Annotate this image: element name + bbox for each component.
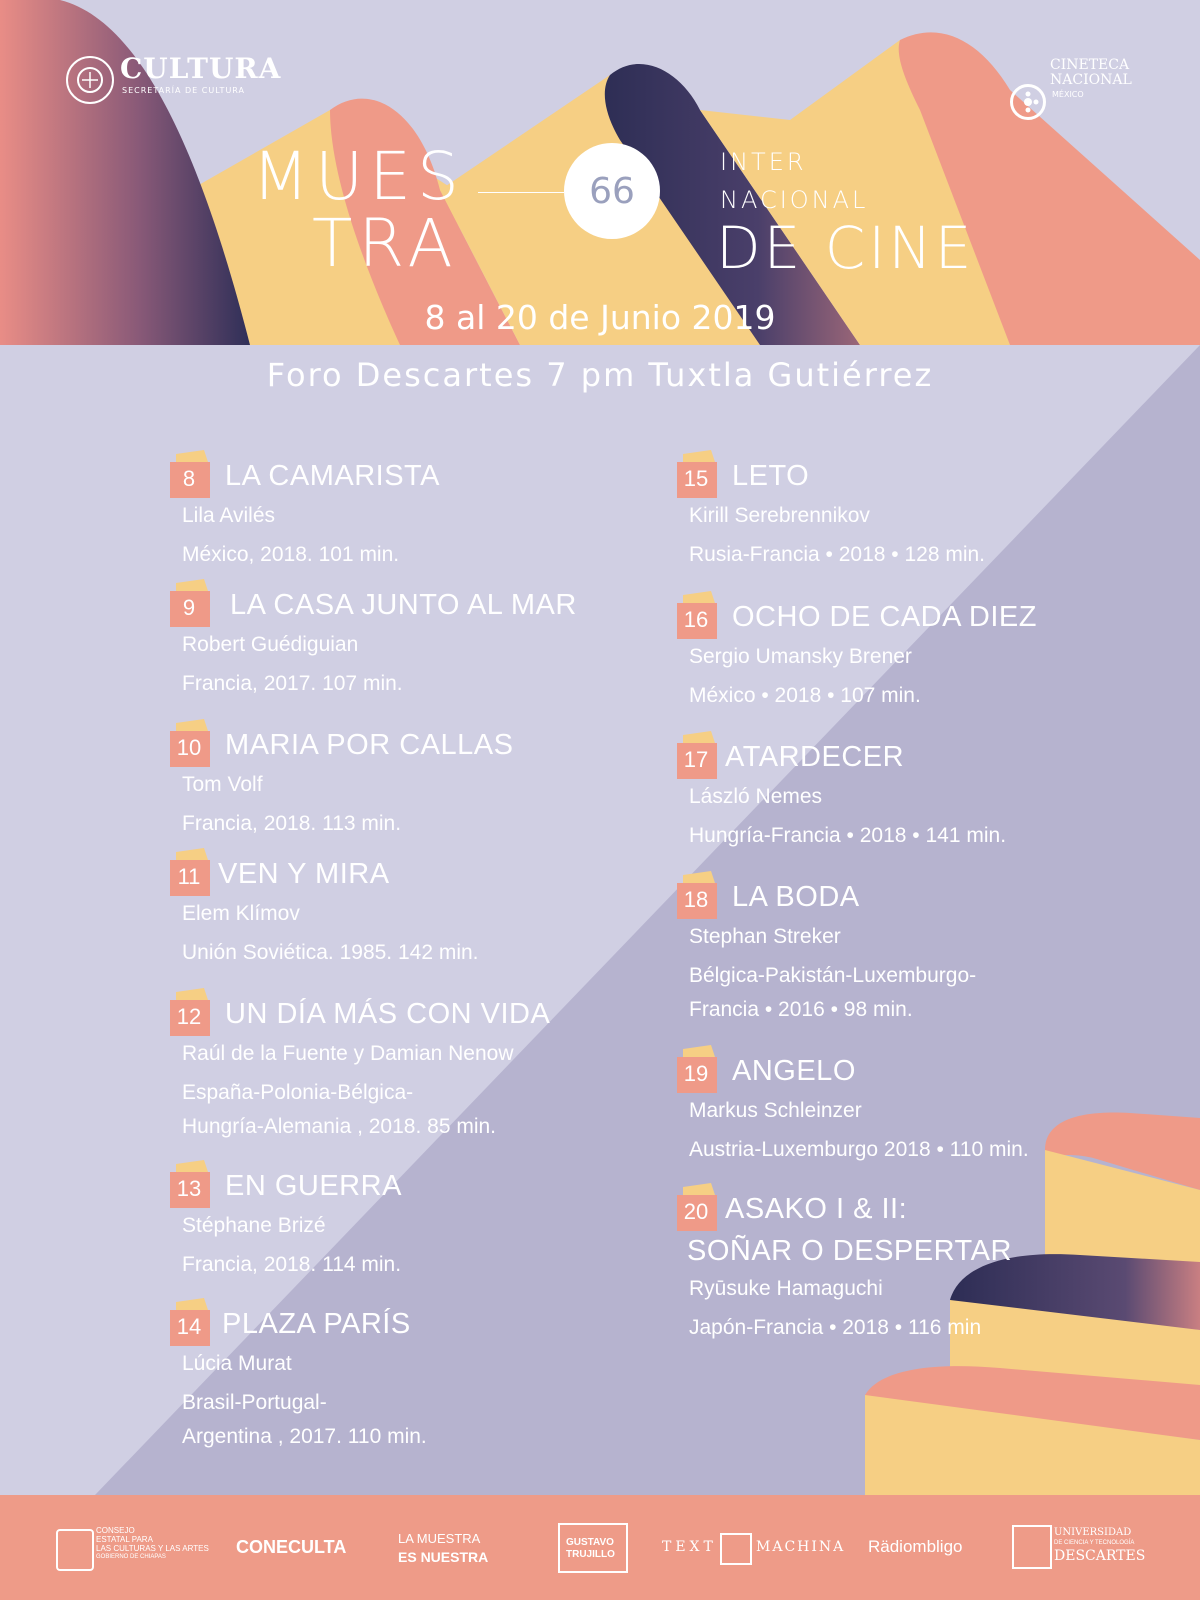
film-details-line: Francia • 2016 • 98 min. [689,998,913,1021]
film-title: ATARDECER [725,741,905,773]
film-details [689,1311,981,1345]
udescartes-line1: UNIVERSIDAD [1054,1527,1132,1538]
film-details-line: Francia, 2018. 114 min. [182,1253,402,1276]
la-muestra-logo-line2: ES NUESTRA [398,1549,489,1565]
film-title: LETO [732,460,810,492]
day-badge [170,1310,212,1346]
film-details [689,959,976,1027]
film-reel-icon [1010,84,1046,120]
day-badge [677,603,719,639]
film-title-line2: SOÑAR O DESPERTAR [687,1235,1012,1267]
coneculta-small-text [96,1526,209,1562]
film-director: Lúcia Murat [182,1352,292,1375]
day-badge [677,883,719,919]
coat-of-arms-icon [66,56,114,104]
title-muestra-line2: TRA [312,205,459,282]
film-details [182,1076,496,1144]
day-number: 16 [683,607,709,632]
film-director: Tom Volf [182,773,263,796]
film-director: Sergio Umansky Brener [689,645,912,668]
title-connector-line [478,192,564,193]
film-title: LA BODA [732,881,860,913]
film-details [689,819,1006,853]
title-muestra-line1: MUES [252,138,465,215]
film-details [182,1248,401,1282]
day-number: 17 [683,747,709,772]
cultura-logo-text: CULTURA [120,52,282,85]
film-director: Robert Guédiguian [182,633,359,656]
film-details-line: Francia, 2017. 107 min. [182,672,403,695]
udescartes-line3: DESCARTES [1054,1548,1146,1564]
film-title: ANGELO [732,1055,856,1087]
festival-dates: 8 al 20 de Junio 2019 [424,298,776,337]
day-badge [170,860,212,896]
text-machina-line1: TEXT [662,1539,717,1555]
film-director: Stephan Streker [689,925,841,948]
day-badge [677,462,719,498]
title-inter: INTER [720,148,807,176]
film-details-line: Francia, 2018. 113 min. [182,812,402,835]
gustavo-trujillo-line1: GUSTAVO [566,1537,614,1548]
film-details-line: Bélgica-Pakistán-Luxemburgo- [689,964,977,987]
film-details [689,538,985,572]
film-details-line: Argentina , 2017. 110 min. [182,1425,427,1448]
day-number: 20 [683,1199,709,1224]
film-details [182,936,479,970]
edition-badge: 66 [564,143,660,239]
film-title: UN DÍA MÁS CON VIDA [225,998,551,1030]
film-title: OCHO DE CADA DIEZ [732,601,1037,633]
film-title: MARIA POR CALLAS [225,729,514,761]
day-badge [677,1195,719,1231]
day-number: 15 [683,466,709,491]
film-details [182,807,401,841]
film-title: EN GUERRA [225,1170,402,1202]
cineteca-logo-line1: CINETECA [1050,57,1130,73]
cineteca-logo-line3: MÉXICO [1052,90,1084,99]
cineteca-logo-line2: NACIONAL [1050,72,1132,88]
day-number: 10 [176,735,202,760]
coneculta-small-line: GOBIERNO DE CHIAPAS [96,1554,166,1560]
film-director: Stéphane Brizé [182,1214,326,1237]
film-details [182,667,403,701]
film-title: LA CASA JUNTO AL MAR [230,589,577,621]
film-details-line: Hungría-Alemania , 2018. 85 min. [182,1115,497,1138]
film-details-line: Austria-Luxemburgo 2018 • 110 min. [689,1138,1029,1161]
film-director: Markus Schleinzer [689,1099,862,1122]
day-number: 8 [182,466,196,491]
gustavo-trujillo-line2: TRUJILLO [566,1549,615,1560]
festival-venue: Foro Descartes 7 pm Tuxtla Gutiérrez [266,356,934,394]
day-number: 14 [176,1314,202,1339]
film-director: Elem Klímov [182,902,300,925]
film-director: Lila Avilés [182,504,276,527]
sponsor-footer [0,1495,1200,1600]
radiombligo-logo: Rädiombligo [868,1537,963,1556]
film-details [689,679,921,713]
film-details [689,1133,1029,1167]
film-details-line: Brasil-Portugal- [182,1391,327,1414]
coneculta-emblem-icon [56,1529,94,1571]
film-details-line: Rusia-Francia • 2018 • 128 min. [689,543,986,566]
film-director: Raúl de la Fuente y Damian Nenow [182,1042,514,1065]
gustavo-trujillo-clapper-icon [558,1523,628,1573]
film-details-line: México • 2018 • 107 min. [689,684,921,707]
coneculta-small-line: CONSEJO [96,1526,135,1535]
text-machina-line2: MACHINA [756,1539,846,1555]
film-details [182,538,399,572]
day-badge [677,1057,719,1093]
film-details-line: Unión Soviética. 1985. 142 min. [182,941,479,964]
day-badge [170,731,212,767]
film-details-line: Hungría-Francia • 2018 • 141 min. [689,824,1007,847]
film-title: LA CAMARISTA [225,460,440,492]
day-badge [170,1000,212,1036]
film-details-line: Japón-Francia • 2018 • 116 min [689,1316,982,1339]
day-badge [677,743,719,779]
day-number: 12 [176,1004,202,1029]
film-director: Ryūsuke Hamaguchi [689,1277,883,1300]
title-de-cine: DE CINE [716,214,975,282]
film-details-line: México, 2018. 101 min. [182,543,400,566]
day-number: 9 [182,595,196,620]
la-muestra-logo-line1: LA MUESTRA [398,1531,481,1546]
university-crest-icon [1012,1525,1052,1569]
day-number: 13 [176,1176,202,1201]
film-title: VEN Y MIRA [218,858,390,890]
film-title: PLAZA PARÍS [222,1308,411,1340]
coneculta-small-line: LAS CULTURAS Y LAS ARTES [96,1544,209,1553]
film-title: ASAKO I & II: [725,1193,908,1225]
day-badge [170,1172,212,1208]
day-badge [170,591,212,627]
typewriter-icon [720,1533,752,1565]
coneculta-small-line: ESTATAL PARA [96,1535,153,1544]
film-details [182,1386,427,1454]
coneculta-logo: CONECULTA [236,1537,347,1557]
film-director: László Nemes [689,785,823,808]
title-nacional: NACIONAL [720,186,869,214]
day-badge [170,462,212,498]
cultura-logo-subtitle: SECRETARÍA DE CULTURA [122,86,246,95]
day-number: 19 [683,1061,709,1086]
film-director: Kirill Serebrennikov [689,504,870,527]
film-details-line: España-Polonia-Bélgica- [182,1081,414,1104]
udescartes-line2: DE CIENCIA Y TECNOLOGÍA [1054,1540,1135,1546]
day-number: 18 [683,887,709,912]
day-number: 11 [177,864,201,889]
